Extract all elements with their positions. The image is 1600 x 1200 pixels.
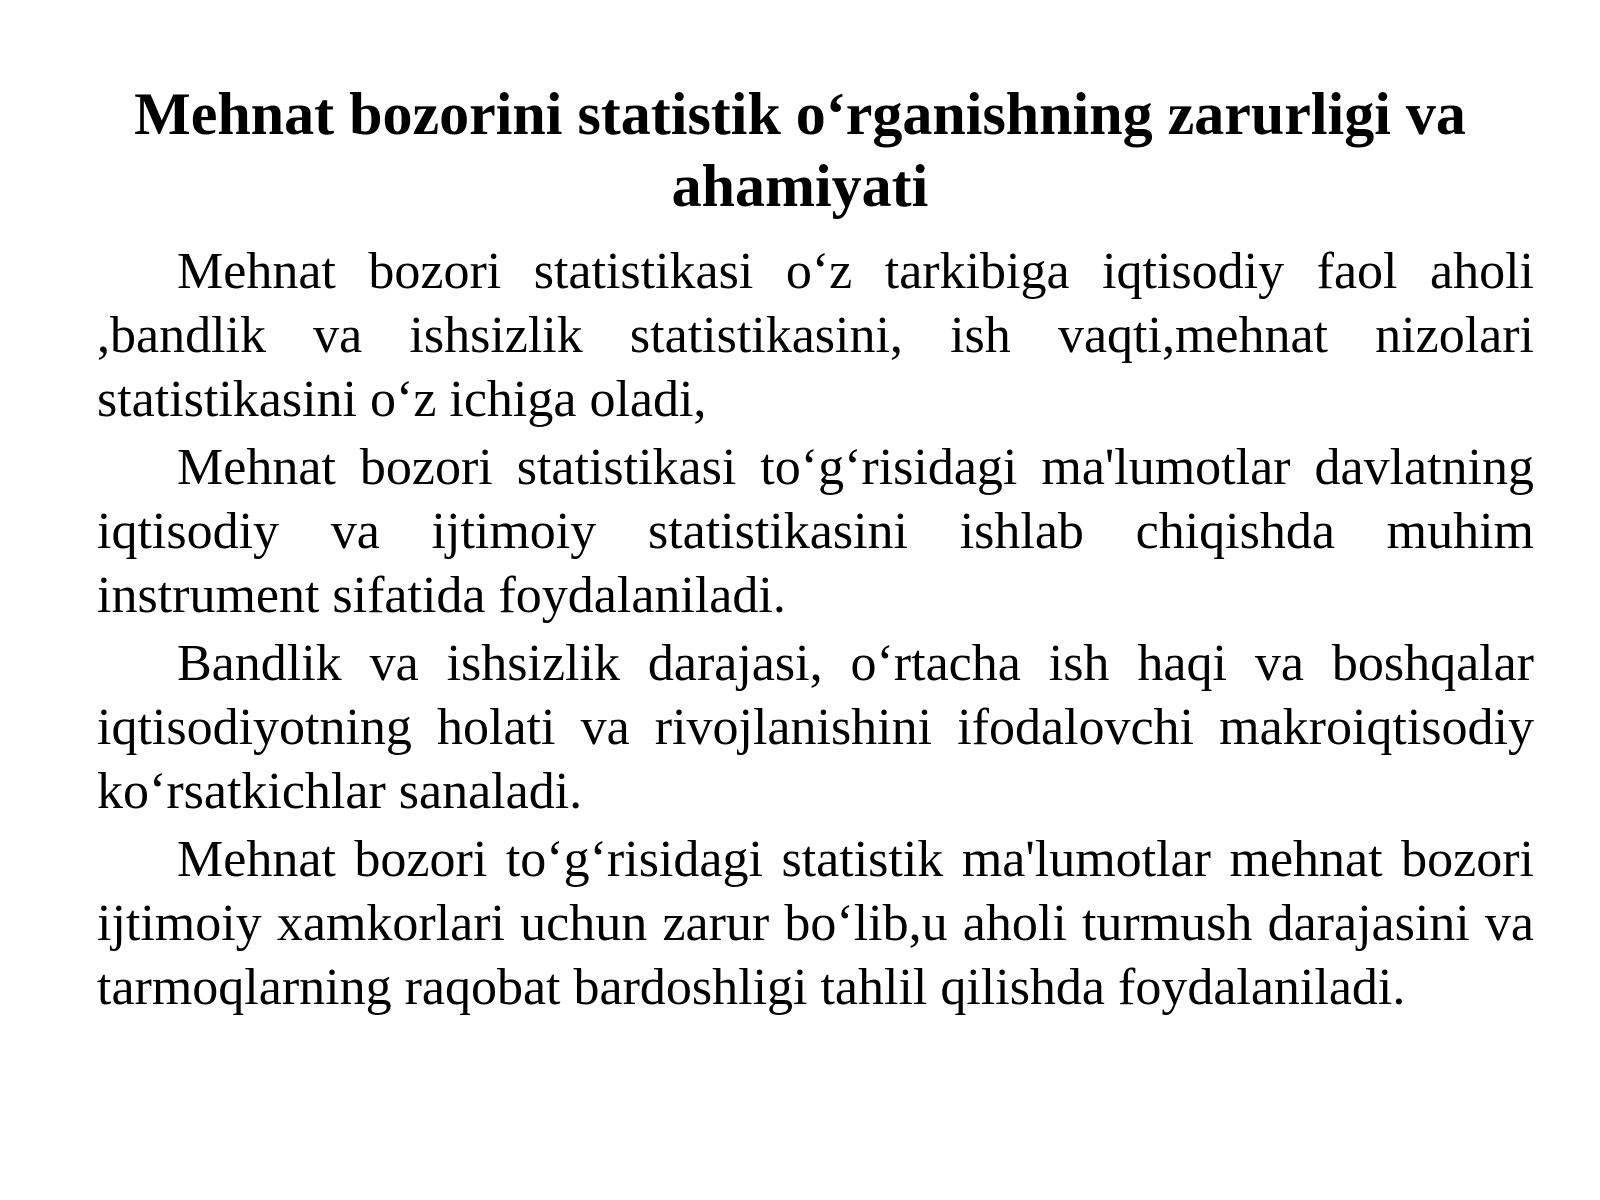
paragraph-1: Mehnat bozori statistikasi o‘z tarkibiga iqtisodiy faol aholi ,bandlik va ishsizlik statistikasini, ish vaqti,mehnat nizolari statistikasini o‘z ichiga oladi,	[97, 243, 1534, 428]
paragraph-3: Bandlik va ishsizlik darajasi, o‘rtacha ish haqi va boshqalar iqtisodiyotning holati va rivojlanishini ifodalovchi makroiqtisodiy ko‘rsatkichlar sanaladi.	[97, 635, 1534, 820]
paragraph-2: Mehnat bozori statistikasi to‘g‘risidagi ma'lumotlar davlatning iqtisodiy va ijtimoiy statistikasini ishlab chiqishda muhim instrument sifatida foydalaniladi.	[97, 439, 1534, 624]
slide-body	[97, 240, 1534, 1024]
slide-title: Mehnat bozorini statistik o‘rganishning zarurligi va ahamiyati	[134, 81, 1466, 219]
paragraph-4: Mehnat bozori to‘g‘risidagi statistik ma'lumotlar mehnat bozori ijtimoiy xamkorlari uchun zarur bo‘lib,u aholi turmush darajasini va tarmoqlarning raqobat bardoshligi tahlil qilishda foydalaniladi.	[97, 831, 1534, 1016]
